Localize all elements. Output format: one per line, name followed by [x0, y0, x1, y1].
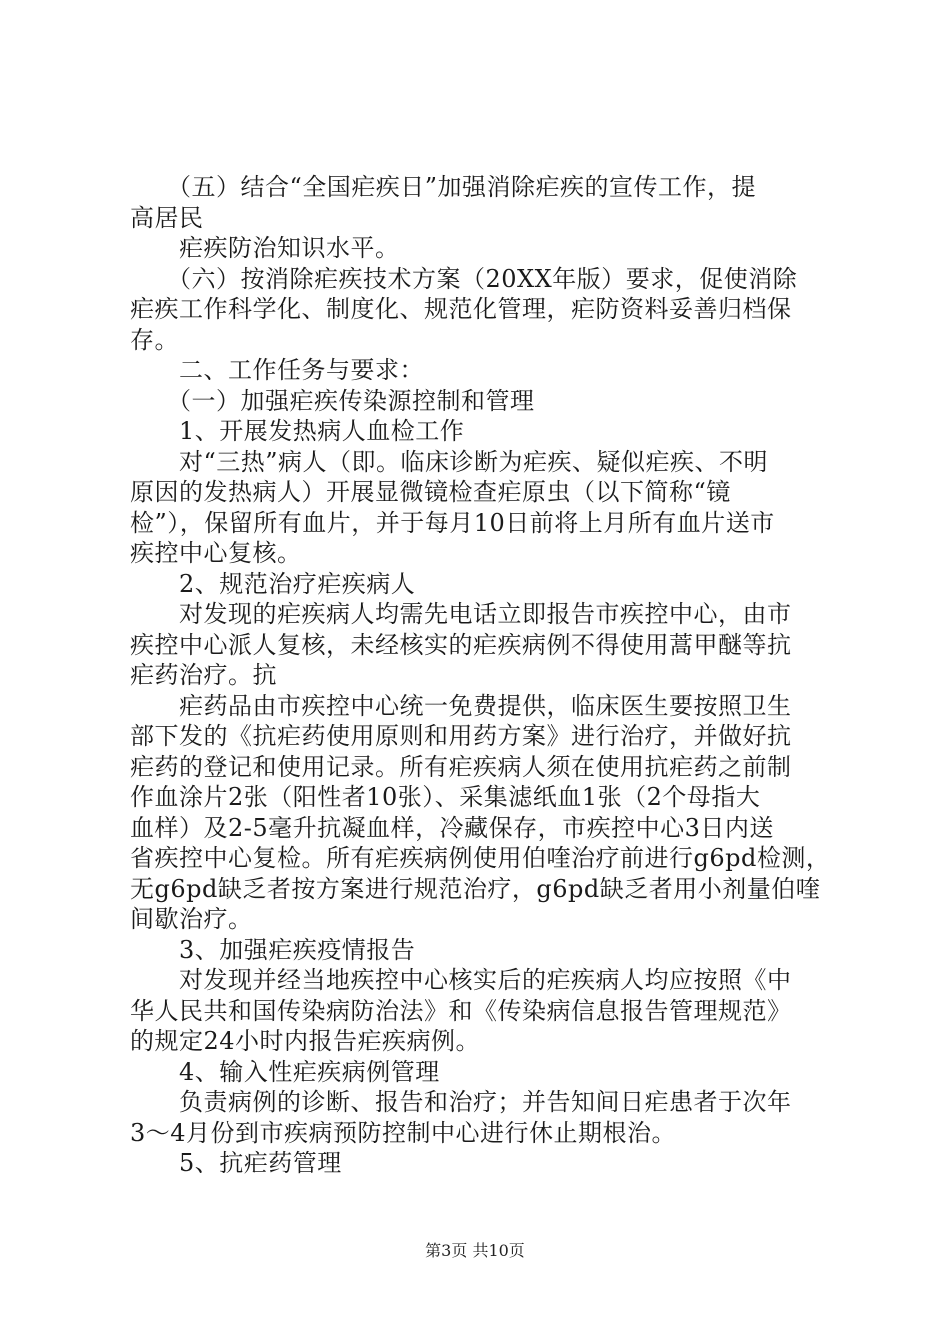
item-heading: 5、抗疟药管理 — [130, 1149, 342, 1177]
section-heading: 二、工作任务与要求： — [130, 356, 424, 384]
text-line: 作血涂片2张（阳性者10张）、采集滤纸血1张（2个母指大 — [130, 783, 761, 811]
text-line: 存。 — [130, 325, 179, 354]
text-line: （六）按消除疟疾技术方案（20XX年版）要求，促使消除 — [130, 264, 798, 293]
text-line: 疾控中心复核。 — [130, 539, 302, 567]
text-line: 原因的发热病人）开展显微镜检查疟原虫（以下简称“镜 — [130, 478, 731, 506]
text-line: 省疾控中心复检。所有疟疾病例使用伯喹治疗前进行g6pd检测， — [130, 844, 830, 872]
item-heading: 2、规范治疗疟疾病人 — [130, 569, 416, 598]
subsection-heading: （一）加强疟疾传染源控制和管理 — [130, 386, 535, 415]
text-line: 对发现的疟疾病人均需先电话立即报告市疾控中心，由市 — [130, 600, 792, 628]
text-line: 部下发的《抗疟药使用原则和用药方案》进行治疗，并做好抗 — [130, 722, 792, 750]
text-line: 华人民共和国传染病防治法》和《传染病信息报告管理规范》 — [130, 996, 792, 1025]
text-line: 疟疾工作科学化、制度化、规范化管理，疟防资料妥善归档保 — [130, 295, 792, 323]
text-line: 高居民 — [130, 203, 204, 232]
text-line: （五）结合“全国疟疾日”加强消除疟疾的宣传工作，提 — [130, 173, 757, 201]
item-heading: 1、开展发热病人血检工作 — [130, 417, 465, 445]
text-line: 血样）及2-5毫升抗凝血样，冷藏保存，市疾控中心3日内送 — [130, 813, 774, 842]
text-line: 疟药的登记和使用记录。所有疟疾病人须在使用抗疟药之前制 — [130, 752, 792, 781]
item-heading: 3、加强疟疾疫情报告 — [130, 935, 416, 964]
text-line: 检”），保留所有血片，并于每月10日前将上月所有血片送市 — [130, 508, 775, 537]
text-line: 的规定24小时内报告疟疾病例。 — [130, 1027, 481, 1055]
text-line: 疟药品由市疾控中心统一免费提供，临床医生要按照卫生 — [130, 691, 792, 720]
document-body — [130, 172, 830, 1179]
item-heading: 4、输入性疟疾病例管理 — [130, 1057, 440, 1086]
text-line: 无g6pd缺乏者按方案进行规范治疗，g6pd缺乏者用小剂量伯喹 — [130, 874, 821, 903]
text-line: 疟疾防治知识水平。 — [130, 234, 400, 262]
text-line: 对“三热”病人（即。临床诊断为疟疾、疑似疟疾、不明 — [130, 447, 769, 476]
text-line: 负责病例的诊断、报告和治疗；并告知间日疟患者于次年 — [130, 1088, 792, 1116]
text-line: 3～4月份到市疾病预防控制中心进行休止期根治。 — [130, 1118, 677, 1147]
text-line: 疾控中心派人复核，未经核实的疟疾病例不得使用蒿甲醚等抗 — [130, 630, 792, 659]
text-line: 间歇治疗。 — [130, 905, 253, 933]
text-line: 对发现并经当地疾控中心核实后的疟疾病人均应按照《中 — [130, 966, 792, 994]
text-line: 疟药治疗。抗 — [130, 661, 277, 689]
page-footer: 第3页 共10页 — [425, 1241, 525, 1260]
